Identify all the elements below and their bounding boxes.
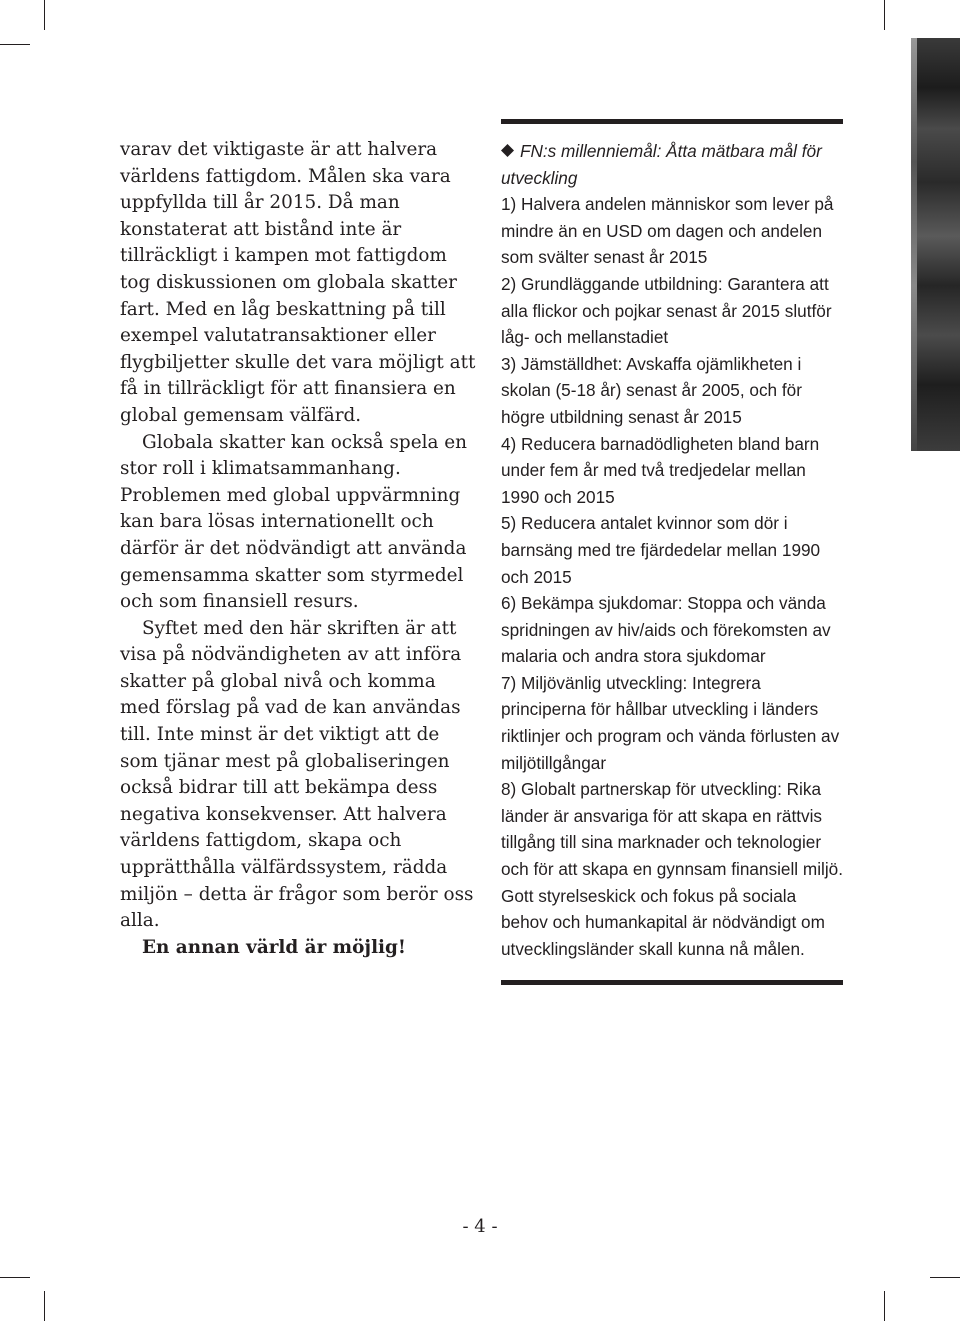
goal-item: 6) Bekämpa sjukdomar: Stoppa och vända spridningen av hiv/aids och förekomsten av malaria och andra stora sjukdomar bbox=[501, 593, 831, 667]
page-number: - 4 - bbox=[462, 1216, 498, 1237]
body-paragraph-1: varav det viktigaste är att halvera världens fattigdom. Målen ska vara uppfyllda till år 2015. Då man konstaterat att bistånd inte är tillräckligt i kampen mot fattigdom tog diskussionen om globala skatter fart. Med en låg beskattning på till exempel valutatransaktioner eller flygbiljetter skulle det vara möjligt att få in tillräckligt för att finansiera en global gemensam välfärd. bbox=[120, 139, 476, 426]
goal-item: 4) Reducera barnadödligheten bland barn under fem år med två tredjedelar mellan 1990 och 2015 bbox=[501, 433, 820, 507]
goal-item: 3) Jämställdhet: Avskaffa ojämlikheten i skolan (5-18 år) senast år 2005, och för högre utbildning senast år 2015 bbox=[501, 353, 802, 427]
slogan: En annan värld är möjlig! bbox=[142, 936, 406, 958]
crop-mark-top-left-v bbox=[44, 0, 45, 30]
crop-mark-top-left-h bbox=[0, 44, 30, 45]
crop-mark-bottom-left-h bbox=[0, 1277, 30, 1278]
crop-mark-bottom-right-v bbox=[884, 1291, 885, 1321]
crop-mark-bottom-right-h bbox=[930, 1277, 960, 1278]
box-top-rule bbox=[501, 119, 843, 124]
box-title bbox=[501, 138, 843, 191]
goal-item: 1) Halvera andelen människor som lever på mindre än en USD om dagen och andelen som svälter senast år 2015 bbox=[501, 194, 834, 268]
goal-item: 7) Miljövänlig utveckling: Integrera principerna för hållbar utveckling i länders riktlinjer och program och vända förlusten av miljötillgångar bbox=[501, 672, 840, 773]
goal-item: 8) Globalt partnerskap för utveckling: Rika länder är ansvariga för att skapa en rättvis tillgång till sina marknader och teknologier och för att skapa en gynnsam finansiell miljö. Gott styrelseskick och fokus på sociala behov och humankapital är nödvändigt om utvecklingsländer skall kunna nå målen. bbox=[501, 779, 844, 959]
body-paragraph-2: Globala skatter kan också spela en stor roll i klimatsammanhang. Problemen med global uppvärmning kan bara lösas internationellt och därför är det nödvändigt att använda gemensamma skatter som styrmedel och som finansiell resurs. bbox=[120, 431, 467, 613]
box-title-text: FN:s millenniemål: Åtta mätbara mål för utveckling bbox=[501, 141, 822, 188]
photo-bleed-strip bbox=[911, 38, 960, 451]
goal-item: 2) Grundläggande utbildning: Garantera att alla flickor och pojkar senast år 2015 slutför låg- och mellanstadiet bbox=[501, 273, 832, 348]
goal-item: 5) Reducera antalet kvinnor som dör i barnsäng med tre fjärdedelar mellan 1990 och 2015 bbox=[501, 513, 821, 587]
body-text-column bbox=[120, 137, 480, 961]
crop-mark-bottom-left-v bbox=[44, 1291, 45, 1321]
diamond-bullet-icon bbox=[501, 138, 514, 165]
body-paragraph-3: Syftet med den här skriften är att visa på nödvändigheten av att införa skatter på global nivå och komma med förslag på vad de kan användas till. Inte minst är det viktigt att de som tjänar mest på globaliseringen också bidrar till att bekämpa dess negativa konsekvenser. Att halvera världens fattigdom, skapa och upprätthålla välfärdssystem, rädda miljön – detta är frågor som berör oss alla. bbox=[120, 617, 474, 932]
crop-mark-top-right-v bbox=[884, 0, 885, 30]
box-bottom-rule bbox=[501, 980, 843, 985]
millennium-goals-box bbox=[501, 119, 843, 985]
